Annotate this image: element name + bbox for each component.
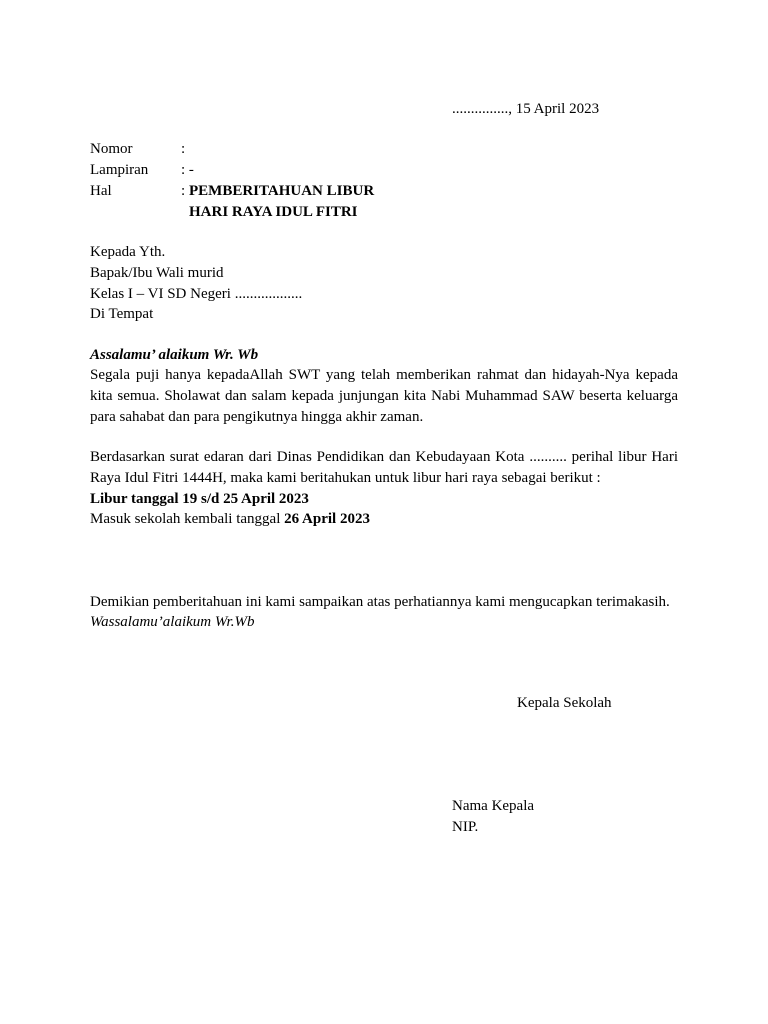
- paragraph-opening-line3: para sahabat dan para pengikutnya hingga akhir zaman.: [90, 408, 424, 425]
- return-date-value: 26 April 2023: [284, 511, 370, 527]
- recipient-line4: Di Tempat: [90, 306, 154, 322]
- nomor-value: :: [181, 141, 186, 157]
- paragraph-notice-line1: Berdasarkan surat edaran dari Dinas Pendidikan dan Kebudayaan Kota .......... perihal libur Hari: [90, 449, 678, 465]
- lampiran-value: : -: [181, 162, 194, 178]
- hal-subject-line2: HARI RAYA IDUL FITRI: [189, 204, 358, 220]
- nomor-label: Nomor: [90, 141, 133, 157]
- date-line: ..............., 15 April 2023: [452, 101, 600, 117]
- paragraph-notice: [90, 447, 678, 489]
- recipient-line1: Kepada Yth.: [90, 244, 166, 260]
- signature-nip: NIP.: [452, 819, 479, 835]
- paragraph-opening: [90, 365, 678, 427]
- opening-greeting: Assalamu’ alaikum Wr. Wb: [90, 347, 259, 363]
- paragraph-opening-line2: kita semua. Sholawat dan salam kepada junjungan kita Nabi Muhammad SAW beserta keluarga: [90, 387, 678, 404]
- hal-subject-line1: PEMBERITAHUAN LIBUR: [189, 183, 375, 199]
- recipient-line2: Bapak/Ibu Wali murid: [90, 265, 224, 281]
- closing-greeting: Wassalamu’alaikum Wr.Wb: [90, 614, 255, 630]
- paragraph-opening-line1: Segala puji hanya kepadaAllah SWT yang telah memberikan rahmat dan hidayah-Nya kepada: [90, 367, 678, 383]
- signature-name: Nama Kepala: [452, 798, 535, 814]
- return-date-line: [90, 509, 370, 529]
- signature-title: Kepala Sekolah: [517, 695, 612, 711]
- paragraph-notice-line2: Raya Idul Fitri 1444H, maka kami beritahukan untuk libur hari raya sebagai berikut :: [90, 469, 601, 486]
- hal-colon: :: [181, 183, 186, 199]
- hal-label: Hal: [90, 183, 112, 199]
- return-date-prefix: Masuk sekolah kembali tanggal: [90, 511, 285, 527]
- lampiran-label: Lampiran: [90, 162, 149, 178]
- closing-statement: Demikian pemberitahuan ini kami sampaikan atas perhatiannya kami mengucapkan terimakasih.: [90, 594, 670, 610]
- holiday-dates: Libur tanggal 19 s/d 25 April 2023: [90, 491, 309, 507]
- recipient-line3: Kelas I – VI SD Negeri ..................: [90, 286, 303, 302]
